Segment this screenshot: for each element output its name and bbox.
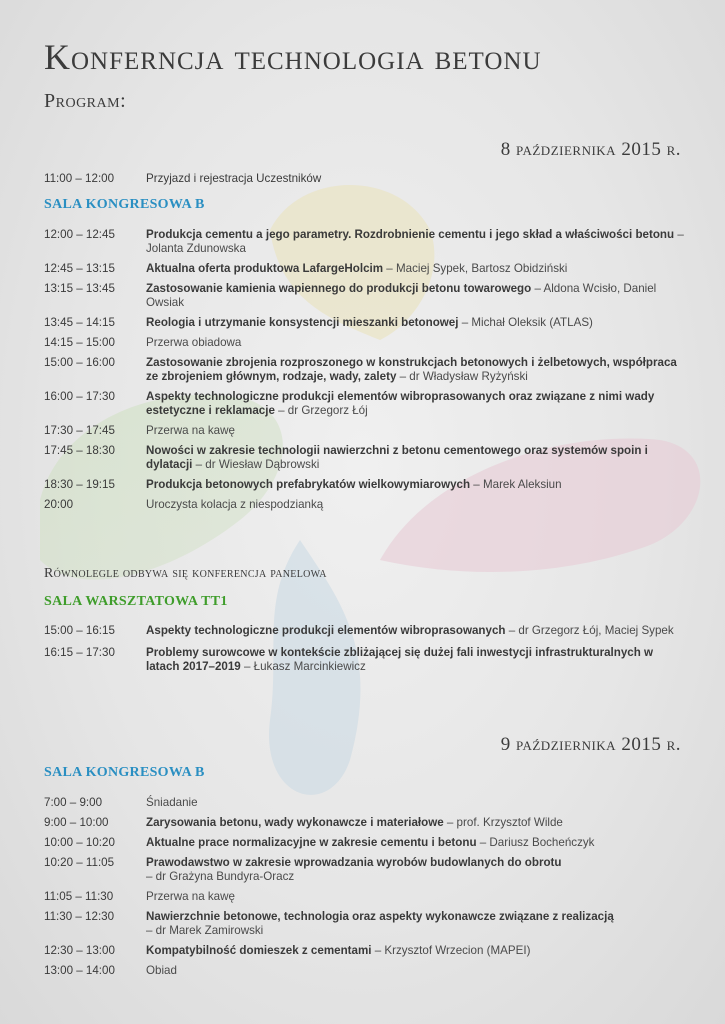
schedule-row [44, 646, 684, 674]
schedule-description [146, 316, 684, 330]
day2-sala-heading: SALA KONGRESOWA B [44, 765, 205, 780]
schedule-time: 16:15 – 17:30 [44, 646, 115, 659]
schedule-time: 13:15 – 13:45 [44, 282, 115, 295]
schedule-description [146, 796, 684, 810]
schedule-description [146, 624, 684, 638]
schedule-description [146, 646, 684, 674]
schedule-description [146, 356, 684, 384]
schedule-description [146, 228, 684, 256]
session-speaker: – dr Marek Zamirowski [146, 924, 264, 937]
session-speaker: – dr Wiesław Dąbrowski [192, 458, 320, 471]
session-title: Reologia i utrzymanie konsystencji mieszanki betonowej [146, 316, 459, 329]
session-speaker: – Aldona Wcisło, Daniel Owsiak [146, 282, 657, 309]
schedule-description [146, 836, 684, 850]
schedule-row [44, 172, 684, 186]
schedule-row [44, 964, 684, 978]
schedule-row [44, 356, 684, 384]
schedule-description [146, 172, 684, 186]
session-title: Aspekty technologiczne produkcji elementów wibroprasowanych oraz związane z nimi wady estetyczne i reklamacje [146, 390, 655, 417]
session-speaker: – dr Władysław Ryżyński [396, 370, 528, 383]
session-title: Zastosowanie zbrojenia rozproszonego w konstrukcjach betonowych i żelbetowych, współpraca ze zbrojeniem głównym, rodzaje, wady, zalety [146, 356, 677, 383]
session-speaker: – Marek Aleksiun [470, 478, 562, 491]
schedule-time: 10:00 – 10:20 [44, 836, 115, 849]
schedule-time: 18:30 – 19:15 [44, 478, 115, 491]
session-speaker: – dr Grzegorz Łój [274, 404, 368, 417]
day2-date: 9 października 2015 r. [500, 734, 681, 755]
session-speaker: – Jolanta Zdunowska [146, 228, 684, 255]
schedule-time: 12:45 – 13:15 [44, 262, 115, 275]
schedule-time: 15:00 – 16:15 [44, 624, 115, 637]
schedule-time: 17:30 – 17:45 [44, 424, 115, 437]
schedule-description [146, 816, 684, 830]
schedule-time: 13:00 – 14:00 [44, 964, 115, 977]
session-title: Produkcja betonowych prefabrykatów wielkowymiarowych [146, 478, 471, 491]
day2-schedule [44, 796, 684, 978]
schedule-time: 12:30 – 13:00 [44, 944, 115, 957]
schedule-description [146, 964, 684, 978]
schedule-description [146, 890, 684, 904]
panel-note: Równolegle odbywa się konferencja panelowa [44, 566, 327, 581]
schedule-row [44, 890, 684, 904]
schedule-time: 10:20 – 11:05 [44, 856, 115, 869]
schedule-time: 13:45 – 14:15 [44, 316, 115, 329]
session-label: Przerwa obiadowa [146, 336, 242, 349]
session-speaker: – prof. Krzysztof Wilde [443, 816, 563, 829]
schedule-time: 12:00 – 12:45 [44, 228, 115, 241]
session-speaker: – dr Grzegorz Łój, Maciej Sypek [505, 624, 674, 637]
session-title: Zarysowania betonu, wady wykonawcze i materiałowe [146, 816, 444, 829]
schedule-row [44, 228, 684, 256]
schedule-row [44, 424, 684, 438]
schedule-time: 11:00 – 12:00 [44, 172, 115, 185]
schedule-row [44, 282, 684, 310]
schedule-description [146, 282, 684, 310]
schedule-description [146, 262, 684, 276]
session-title: Aktualna oferta produktowa LafargeHolcim [146, 262, 384, 275]
session-title: Zastosowanie kamienia wapiennego do produkcji betonu towarowego [146, 282, 532, 295]
day1-intro [44, 172, 684, 186]
schedule-row [44, 816, 684, 830]
session-title: Kompatybilność domieszek z cementami [146, 944, 372, 957]
schedule-row [44, 624, 684, 638]
schedule-description [146, 444, 684, 472]
schedule-time: 7:00 – 9:00 [44, 796, 103, 809]
schedule-description [146, 390, 684, 418]
session-label: Przerwa na kawę [146, 424, 235, 437]
session-title: Aspekty technologiczne produkcji elementów wibroprasowanych [146, 624, 506, 637]
day1-schedule [44, 228, 684, 512]
schedule-time: 15:00 – 16:00 [44, 356, 115, 369]
schedule-row [44, 316, 684, 330]
session-title: Aktualne prace normalizacyjne w zakresie cementu i betonu [146, 836, 477, 849]
schedule-description [146, 910, 684, 938]
schedule-row [44, 336, 684, 350]
session-speaker: – Michał Oleksik (ATLAS) [458, 316, 593, 329]
schedule-time: 11:30 – 12:30 [44, 910, 115, 923]
session-speaker: – Łukasz Marcinkiewicz [240, 660, 366, 673]
program-heading: Program: [44, 90, 127, 112]
schedule-time: 14:15 – 15:00 [44, 336, 115, 349]
schedule-row [44, 910, 684, 938]
schedule-time: 11:05 – 11:30 [44, 890, 114, 903]
schedule-row [44, 836, 684, 850]
schedule-row [44, 498, 684, 512]
page-title: Konferncja technologia betonu [44, 37, 542, 77]
schedule-title: Przyjazd i rejestracja Uczestników [146, 172, 322, 185]
schedule-row [44, 478, 684, 492]
day1-date: 8 października 2015 r. [500, 139, 681, 160]
session-speaker: – Dariusz Bocheńczyk [476, 836, 595, 849]
schedule-time: 17:45 – 18:30 [44, 444, 115, 457]
day1-sala-heading: SALA KONGRESOWA B [44, 197, 205, 212]
schedule-row [44, 856, 684, 884]
schedule-row [44, 444, 684, 472]
session-title: Nawierzchnie betonowe, technologia oraz aspekty wykonawcze związane z realizacją [146, 910, 614, 923]
schedule-row [44, 262, 684, 276]
panel-schedule [44, 624, 684, 674]
schedule-time: 20:00 [44, 498, 74, 511]
schedule-time: 9:00 – 10:00 [44, 816, 109, 829]
session-speaker: – dr Grażyna Bundyra-Oracz [146, 870, 295, 883]
session-label: Śniadanie [146, 796, 198, 809]
schedule-row [44, 390, 684, 418]
session-title: Problemy surowcowe w kontekście zbliżającej się dużej fali inwestycji infrastrukturalnych w latach 2017–2019 [146, 646, 654, 673]
session-title: Nowości w zakresie technologii nawierzchni z betonu cementowego oraz systemów spoin i dylatacji [146, 444, 648, 471]
schedule-row [44, 796, 684, 810]
schedule-description [146, 856, 684, 884]
session-title: Prawodawstwo w zakresie wprowadzania wyrobów budowlanych do obrotu [146, 856, 562, 869]
panel-sala-heading: SALA WARSZTATOWA TT1 [44, 594, 228, 609]
schedule-description [146, 498, 684, 512]
schedule-row [44, 944, 684, 958]
session-label: Przerwa na kawę [146, 890, 235, 903]
schedule-description [146, 944, 684, 958]
schedule-description [146, 336, 684, 350]
session-speaker: – Krzysztof Wrzecion (MAPEI) [371, 944, 531, 957]
session-title: Produkcja cementu a jego parametry. Rozdrobnienie cementu i jego skład a właściwości betonu [146, 228, 675, 241]
schedule-time: 16:00 – 17:30 [44, 390, 115, 403]
schedule-description [146, 478, 684, 492]
session-label: Obiad [146, 964, 177, 977]
session-speaker: – Maciej Sypek, Bartosz Obidziński [383, 262, 568, 275]
session-label: Uroczysta kolacja z niespodzianką [146, 498, 324, 511]
schedule-description [146, 424, 684, 438]
